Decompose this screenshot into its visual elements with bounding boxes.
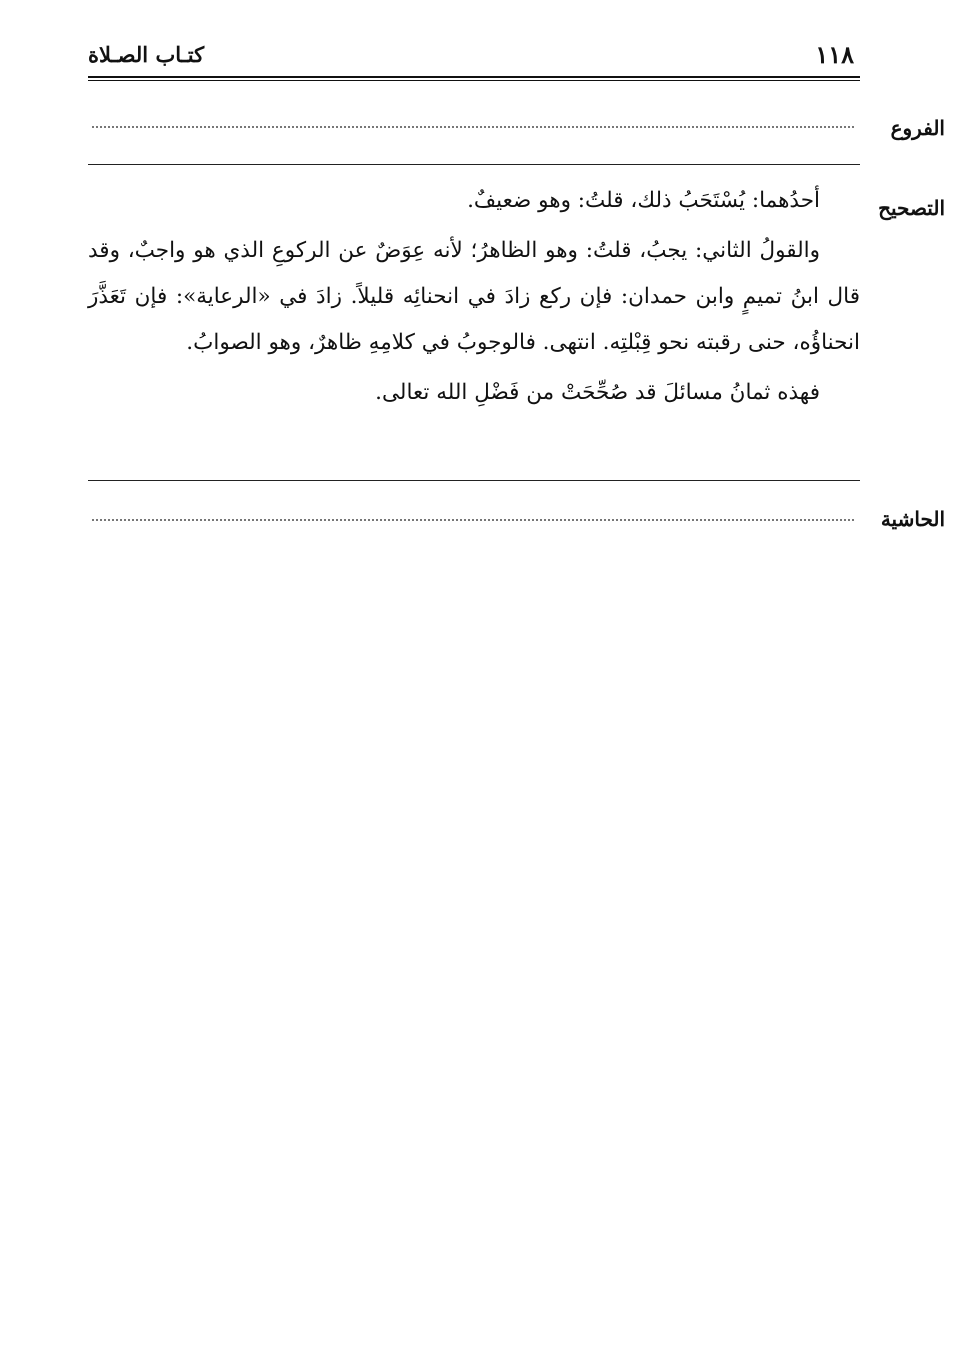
hashiya-dotted-line — [92, 519, 854, 521]
furu-dotted-line — [92, 126, 854, 128]
page-header — [88, 40, 860, 74]
tashih-paragraph-2: والقولُ الثاني: يجبُ، قلتُ: وهو الظاهرُ؛ لأنه عِوَضٌ عن الركوعِ الذي هو واجبٌ، وقد قال ابنُ تميمٍ وابن حمدان: فإن ركع زادَ في انحنائِه قليلاً. زادَ في «الرعاية»: فإن تَعَذَّرَ انحناؤُه، حنى رقبته نحو قِبْلتِه. انتهى. فالوجوبُ في كلامِهِ ظاهرٌ، وهو الصوابُ. — [88, 238, 860, 355]
section-divider-bottom — [88, 480, 860, 481]
header-double-rule — [88, 76, 860, 81]
page-number: ١١٨ — [815, 40, 854, 69]
tashih-paragraph-3: فهذه ثمانُ مسائلَ قد صُحِّحَتْ من فَضْلِ الله تعالى. — [375, 380, 820, 405]
book-title: كتـاب الصـلاة — [88, 42, 205, 67]
section-divider-top — [88, 164, 860, 165]
section-label-hashiya: الحاشية — [880, 507, 945, 531]
tashih-paragraph-1: أحدُهما: يُسْتَحَبُ ذلك، قلتُ: وهو ضعيفٌ. — [467, 188, 820, 213]
section-label-tashih: التصحيح — [878, 196, 945, 220]
section-label-furu: الفروع — [890, 116, 945, 140]
tashih-body — [88, 178, 860, 420]
